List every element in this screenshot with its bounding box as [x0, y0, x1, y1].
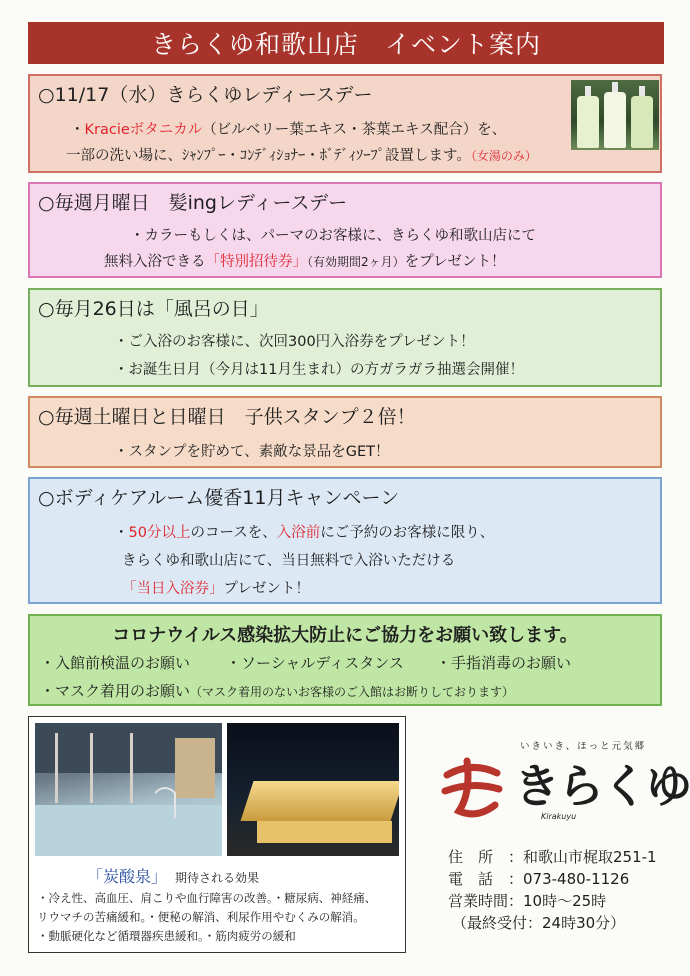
- page-title: きらくゆ和歌山店 イベント案内: [28, 22, 664, 64]
- corona-item: ・手指消毒のお願い: [436, 654, 572, 672]
- product-bottles-photo: [571, 80, 659, 150]
- event-line: ・Kracieボタニカル（ビルベリー葉エキス・茶葉エキス配合）を、: [70, 122, 507, 138]
- event-heading: ○毎週月曜日 髪ingレディースデー: [38, 192, 348, 214]
- effect-line: ・動脈硬化など循環器疾患緩和。・筋肉疲労の緩和: [37, 929, 296, 943]
- corona-notice: [28, 614, 662, 706]
- hours-row: 営業時間：10時～25時: [448, 892, 607, 910]
- kirakuyu-logo-mark-icon: [437, 753, 507, 819]
- product-name: Kracieボタニカル: [84, 122, 203, 138]
- event-line: 「当日入浴券」プレゼント！: [122, 581, 310, 597]
- corona-item: ・ソーシャルディスタンス: [226, 654, 404, 672]
- event-line: ・カラーもしくは、パーマのお客様に、きらくゆ和歌山店にて: [130, 228, 536, 244]
- bath-photo: [35, 723, 222, 856]
- special-invitation: 「特別招待券」: [205, 254, 307, 270]
- phone-row: 電 話 ：073-480-1126: [448, 870, 630, 888]
- event-line: 無料入浴できる「特別招待券」（有効期間2ヶ月）をプレゼント！: [104, 254, 506, 270]
- event-heading: ○毎週土曜日と日曜日 子供スタンプ２倍！: [38, 406, 416, 428]
- event-kids-stamp: [28, 396, 662, 468]
- womens-only-note: （女湯のみ）: [470, 149, 537, 163]
- last-entry: （最終受付：24時30分）: [452, 914, 626, 932]
- bottle-icon: [604, 92, 626, 148]
- event-line: ・ご入浴のお客様に、次回300円入浴券をプレゼント！: [114, 334, 475, 350]
- building-photo: [227, 723, 399, 856]
- bottle-icon: [577, 96, 599, 148]
- same-day-ticket: 「当日入浴券」: [122, 581, 224, 597]
- corona-heading: コロナウイルス感染拡大防止にご協力をお願い致します。: [112, 625, 578, 646]
- event-bath-day: [28, 288, 662, 387]
- event-line: きらくゆ和歌山店にて、当日無料で入浴いただける: [122, 553, 456, 569]
- event-ladies-day: [28, 74, 662, 173]
- tansan-panel: [28, 716, 406, 953]
- event-body-care: [28, 477, 662, 604]
- event-heading: ○11/17（水）きらくゆレディースデー: [38, 84, 373, 106]
- effect-line: リウマチの苦痛緩和。・便秘の解消、利尿作用やむくみの解消。: [37, 910, 365, 924]
- event-line: ・お誕生日月（今月は11月生まれ）の方ガラガラ抽選会開催！: [114, 362, 524, 378]
- address-row: 住 所 ：和歌山市梶取251-1: [448, 848, 657, 866]
- logo-name: きらくゆ: [514, 759, 690, 813]
- logo-romaji: Kirakuyu: [541, 812, 577, 821]
- effect-line: ・冷え性、高血圧、肩こりや血行障害の改善。・糖尿病、神経痛、: [37, 891, 377, 905]
- event-heading: ○ボディケアルーム優香11月キャンペーン: [38, 487, 400, 509]
- event-monday-ladies-day: [28, 182, 662, 278]
- event-line: ・50分以上のコースを、入浴前にご予約のお客様に限り、: [114, 525, 495, 541]
- event-line: 一部の洗い場に、ｼｬﾝﾌﾟｰ・ｺﾝﾃﾞｨｼｮﾅｰ・ﾎﾞﾃﾞｨｿｰﾌﾟ設置します。（女湯のみ）: [66, 148, 537, 164]
- event-heading: ○毎月26日は「風呂の日」: [38, 298, 269, 320]
- bottle-icon: [631, 96, 653, 148]
- event-line: ・スタンプを貯めて、素敵な景品をGET！: [114, 444, 390, 460]
- effects-list: [37, 889, 376, 946]
- bath-illustration: [35, 723, 222, 856]
- logo-tagline: いきいき、ほっと元気郷: [520, 741, 647, 752]
- tansan-title: 「炭酸泉」 期待される効果: [87, 867, 260, 886]
- corona-item: ・入館前検温のお願い: [40, 654, 191, 672]
- corona-item: ・マスク着用のお願い（マスク着用のないお客様のご入館はお断りしております）: [40, 682, 515, 700]
